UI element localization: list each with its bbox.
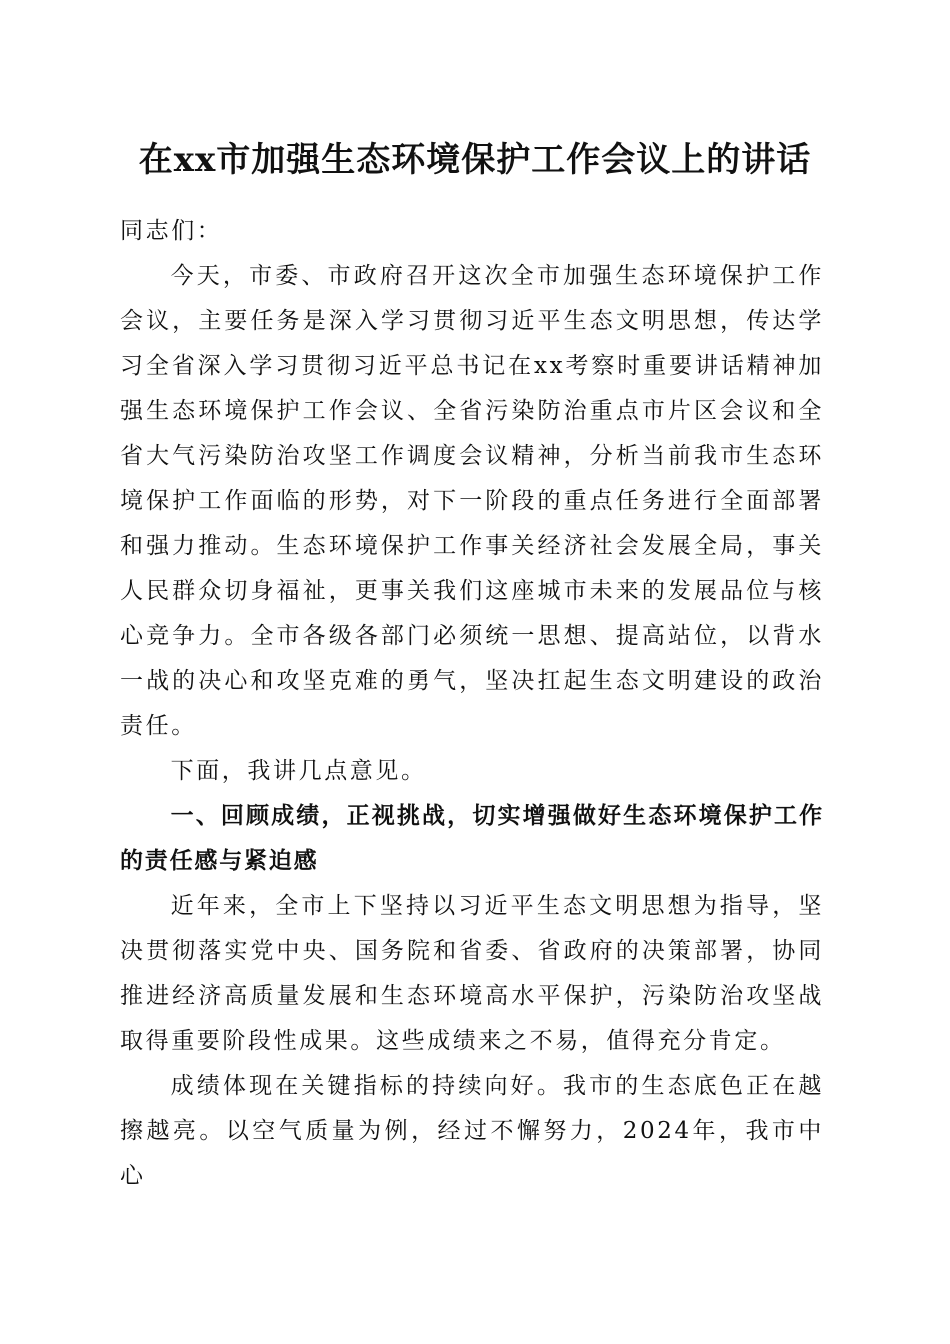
paragraph-transition: 下面，我讲几点意见。 xyxy=(170,758,427,784)
document-body xyxy=(120,209,824,1199)
document-title: 在xx市加强生态环境保护工作会议上的讲话 xyxy=(138,140,812,180)
paragraph-indicators: 成绩体现在关键指标的持续向好。我市的生态底色正在越擦越亮。以空气质量为例，经过不懈努力，2024年，我市中心 xyxy=(120,1073,824,1189)
salutation: 同志们： xyxy=(120,218,223,244)
paragraph-achievements: 近年来，全市上下坚持以习近平生态文明思想为指导，坚决贯彻落实党中央、国务院和省委、省政府的决策部署，协同推进经济高质量发展和生态环境高水平保护，污染防治攻坚战取得重要阶段性成果。这些成绩来之不易，值得充分肯定。 xyxy=(120,893,824,1054)
section-heading: 一、回顾成绩，正视挑战，切实增强做好生态环境保护工作的责任感与紧迫感 xyxy=(120,803,824,874)
paragraph-intro: 今天，市委、市政府召开这次全市加强生态环境保护工作会议，主要任务是深入学习贯彻习近平生态文明思想，传达学习全省深入学习贯彻习近平总书记在xx考察时重要讲话精神加强生态环境保护工作会议、全省污染防治重点市片区会议和全省大气污染防治攻坚工作调度会议精神，分析当前我市生态环境保护工作面临的形势，对下一阶段的重点任务进行全面部署和强力推动。生态环境保护工作事关经济社会发展全局，事关人民群众切身福祉，更事关我们这座城市未来的发展品位与核心竞争力。全市各级各部门必须统一思想、提高站位，以背水一战的决心和攻坚克难的勇气，坚决扛起生态文明建设的政治责任。 xyxy=(120,263,824,739)
